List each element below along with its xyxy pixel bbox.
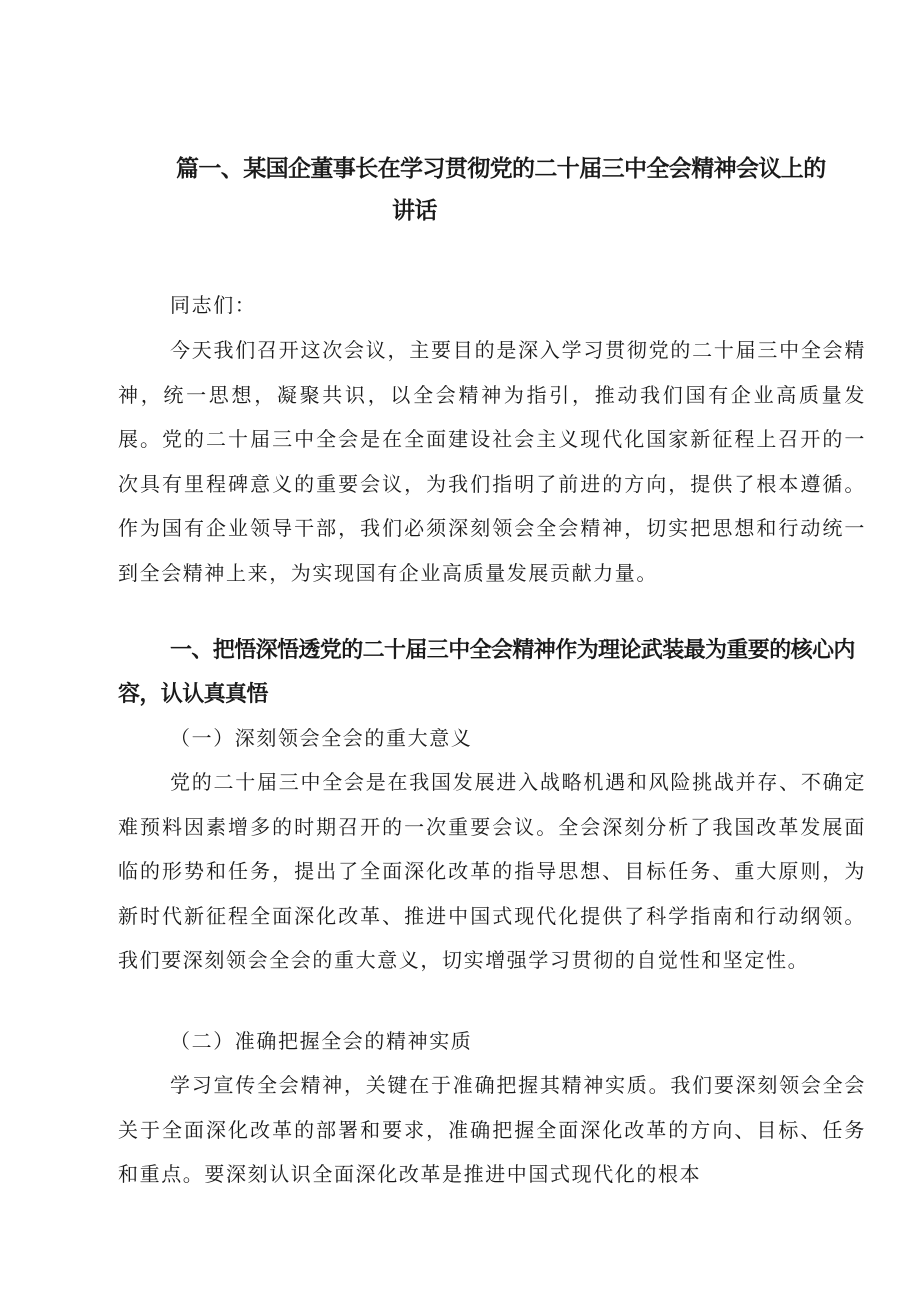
subsection-1-title: （一）深刻领会全会的重大意义	[170, 726, 473, 750]
subsection-1-paragraph: 党的二十届三中全会是在我国发展进入战略机遇和风险挑战并存、不确定难预料因素增多的时期召开的一次重要会议。全会深刻分析了我国改革发展面临的形势和任务，提出了全面深化改革的指导思想、目标任务、重大原则，为新时代新征程全面深化改革、推进中国式现代化提供了科学指南和行动纲领。我们要深刻领会全会的重大意义，切实增强学习贯彻的自觉性和坚定性。	[118, 770, 866, 972]
document-title	[176, 148, 866, 232]
section-1-heading: 一、把悟深悟透党的二十届三中全会精神作为理论武装最为重要的核心内容，认认真真悟	[118, 638, 855, 707]
subsection-2-title: （二）准确把握全会的精神实质	[170, 1029, 473, 1053]
subsection-2-block	[118, 1063, 866, 1197]
title-line-2: 讲话	[392, 198, 437, 224]
salutation: 同志们：	[170, 293, 257, 317]
subsection-2-paragraph: 学习宣传全会精神，关键在于准确把握其精神实质。我们要深刻领会全会关于全面深化改革的部署和要求，准确把握全面深化改革的方向、目标、任务和重点。要深刻认识全面深化改革是推进中国式现代化的根本	[118, 1073, 866, 1186]
title-line-1: 篇一、某国企董事长在学习贯彻党的二十届三中全会精神会议上的	[176, 156, 826, 182]
intro-paragraph: 今天我们召开这次会议，主要目的是深入学习贯彻党的二十届三中全会精神，统一思想，凝聚共识，以全会精神为指引，推动我们国有企业高质量发展。党的二十届三中全会是在全面建设社会主义现代化国家新征程上召开的一次具有里程碑意义的重要会议，为我们指明了前进的方向，提供了根本遵循。作为国有企业领导干部，我们必须深刻领会全会精神，切实把思想和行动统一到全会精神上来，为实现国有企业高质量发展贡献力量。	[118, 338, 866, 585]
subsection-1-block	[118, 760, 866, 983]
intro-block	[118, 328, 866, 595]
